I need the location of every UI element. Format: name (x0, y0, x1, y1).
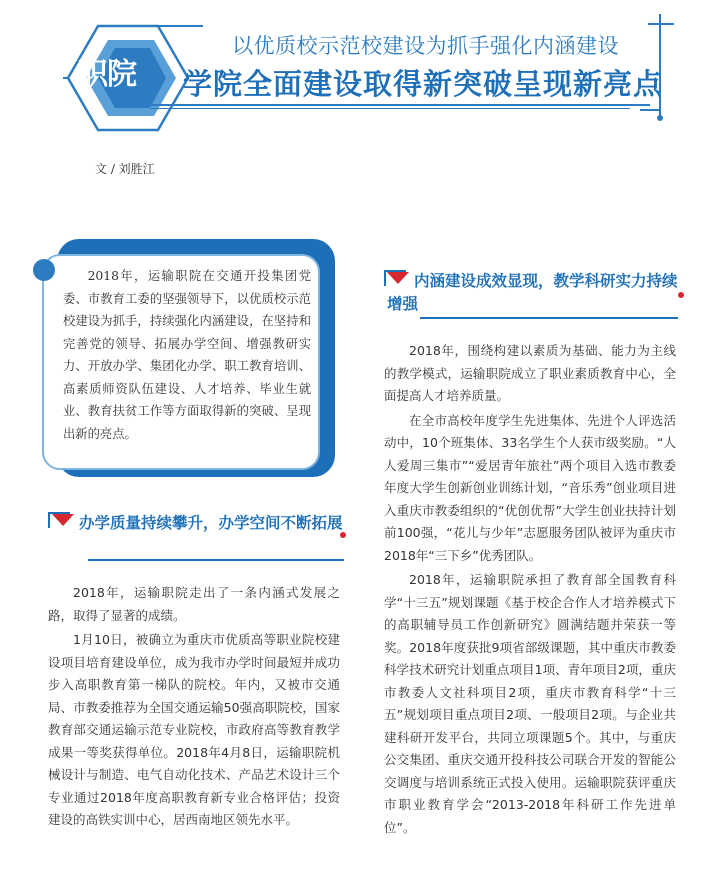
section1-red-dot-icon (340, 532, 346, 538)
intro-dot-icon (33, 259, 55, 281)
page-subtitle: 以优质校示范校建设为抓手强化内涵建设 (232, 34, 619, 58)
section2-heading (387, 270, 682, 316)
header-rule-thin (150, 108, 630, 109)
section2-paragraph-1: 2018年，围绕构建以素质为基础、能力为主线的教学模式，运输职院成立了职业素质教育中心，全面提高人才培养质量。 (384, 343, 676, 403)
header-rule (150, 104, 650, 106)
author-line: 文 / 刘胜江 (95, 162, 155, 176)
page-title: 学院全面建设取得新突破呈现新亮点 (183, 67, 664, 101)
section2-paragraph-2: 在全市高校年度学生先进集体、先进个人评选活动中，10个班集体、33名学生个人获市级奖励。“人人爱周三集市”“爱居青年旅社”两个项目入选市教委年度大学生创新创业训练计划，“音乐秀”创业项目进入重庆市教委组织的“优创优帮”大学生创业扶持计划前100强，“花儿与少年”志愿服务团队被评为重庆市2018年“三下乡”优秀团队。 (384, 412, 676, 563)
section2-underline (420, 317, 678, 319)
section2-body (384, 340, 676, 841)
section1-heading-text: 办学质量持续攀升，办学空间不断拓展 (79, 514, 343, 532)
section1-heading (52, 512, 347, 535)
section1-paragraph-1: 2018年，运输职院走出了一条内涵式发展之路，取得了显著的成绩。 (48, 585, 340, 623)
section2-red-dot-icon (678, 292, 684, 298)
section1-underline (88, 559, 344, 561)
section2-heading-text: 内涵建设成效显现，教学科研实力持续增强 (387, 272, 678, 313)
section2-paragraph-3: 2018年，运输职院承担了教育部全国教育科学“十三五”规划课题《基于校企合作人才培养模式下的高职辅导员工作创新研究》圆满结题并荣获一等奖。2018年度获批9项省部级课题，其中重庆市教委科学技术研究计划重点项目1项、青年项目2项，重庆市教委人文社科项目2项，重庆市教育科学“十三五”规划项目重点项目2项、一般项目2项。与企业共建科研开发平台，共同立项课题5个。其中，与重庆公交集团、重庆交通开投科技公司联合开发的智能公交调度与培训系统正式投入使用。运输职院获评重庆市职业教育学会“2013-2018年科研工作先进单位”。 (384, 572, 676, 835)
red-triangle-icon (52, 514, 74, 526)
intro-paragraph: 2018年，运输职院在交通开投集团党委、市教育工委的坚强领导下，以优质校示范校建设为抓手，持续强化内涵建设，在坚持和完善党的领导、拓展办学空间、增强教研实力、开放办学、集团化办学、职工教育培训、高素质师资队伍建设、人才培养、毕业生就业、教育扶贫工作等方面取得新的突破、呈现出新的亮点。 (63, 269, 311, 441)
header-corner-decoration-icon (640, 14, 680, 124)
section1-body (48, 582, 340, 834)
intro-text (63, 265, 311, 445)
red-triangle-icon (387, 272, 409, 284)
badge-text: 职院 (78, 57, 136, 92)
section1-paragraph-2: 1月10日，被确立为重庆市优质高等职业院校建设项目培育建设单位，成为我市办学时间最短并成功步入高职教育第一梯队的院校。年内，又被市交通局、市教委推荐为全国交通运输50强高职院校，国家教育部交通运输示范专业院校，市政府高等教育教学成果一等奖获得单位。2018年4月8日，运输职院机械设计与制造、电气自动化技术、产品艺术设计三个专业通过2018年度高职教育新专业合格评估；投资建设的高铁实训中心，居西南地区领先水平。 (48, 632, 340, 827)
